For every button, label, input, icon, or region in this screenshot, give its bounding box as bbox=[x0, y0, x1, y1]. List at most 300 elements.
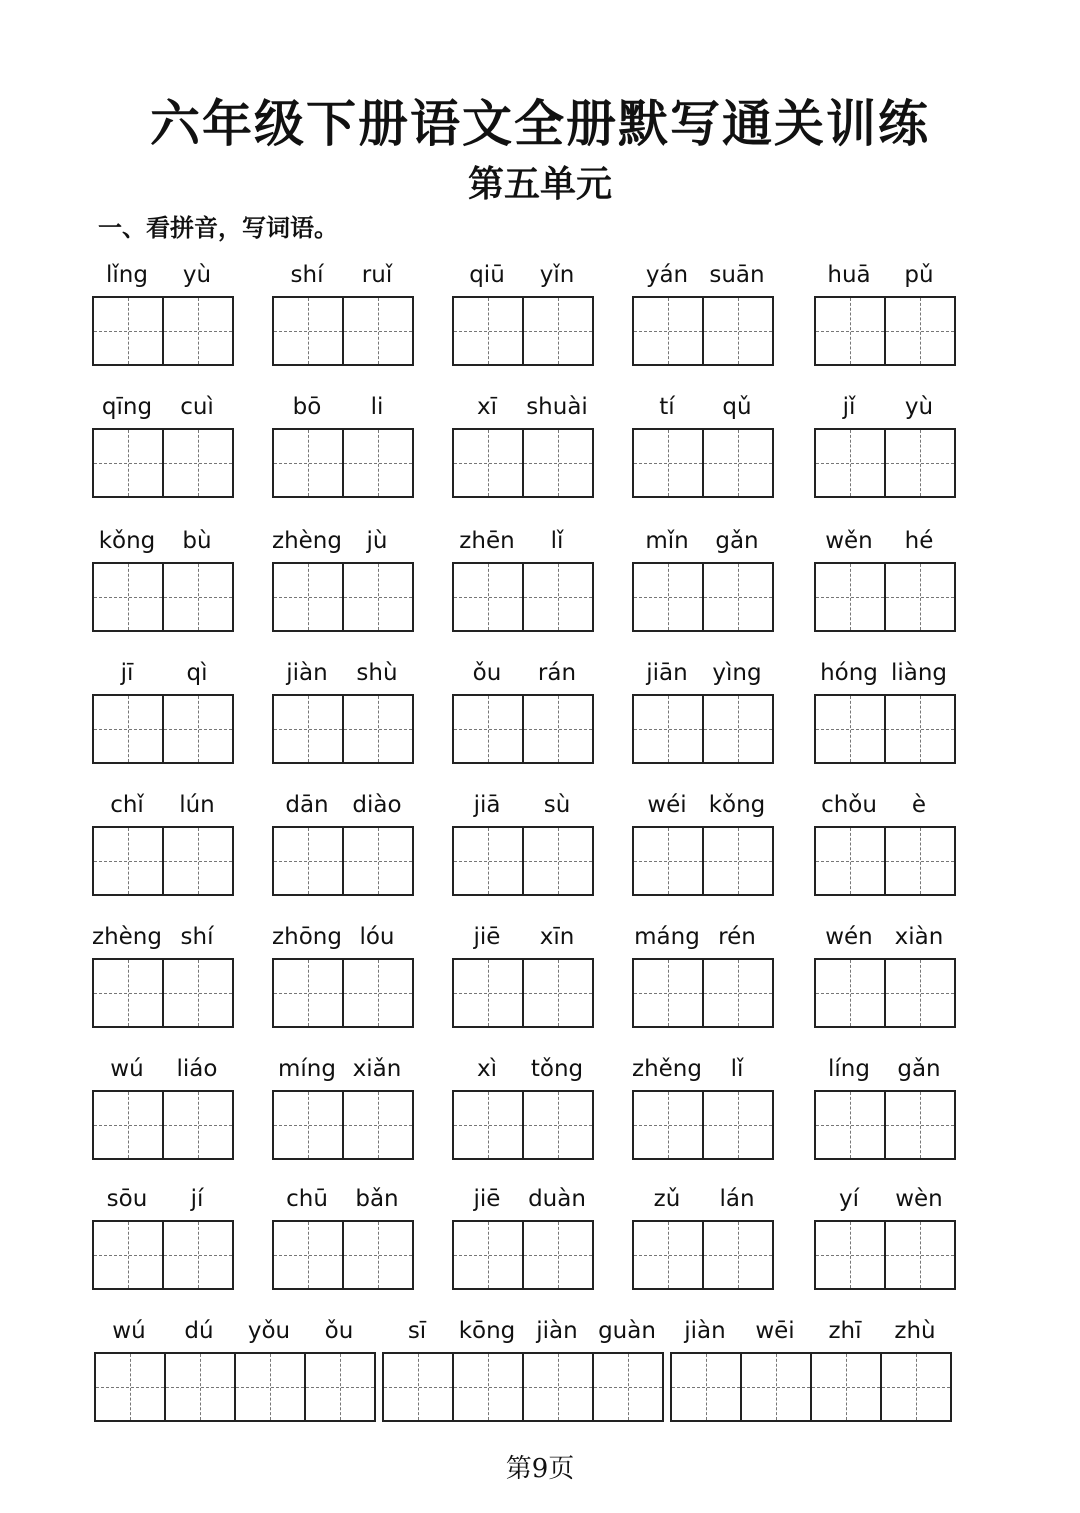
pinyin-syllable: rán bbox=[537, 660, 577, 686]
pinyin-row bbox=[632, 1052, 774, 1086]
writing-boxes bbox=[272, 562, 414, 632]
word-item bbox=[632, 656, 774, 764]
pinyin-row bbox=[272, 1052, 414, 1086]
pinyin-syllable: jī bbox=[120, 660, 134, 686]
pinyin-row bbox=[272, 1182, 414, 1216]
pinyin-syllable: diào bbox=[352, 792, 402, 818]
writing-boxes bbox=[92, 958, 234, 1028]
pinyin-syllable: zhōng bbox=[272, 924, 342, 950]
pinyin-syllable: tǒng bbox=[530, 1056, 584, 1082]
writing-boxes bbox=[452, 428, 594, 498]
tianzige-cell[interactable] bbox=[454, 1354, 524, 1420]
tianzige-cell[interactable] bbox=[816, 1222, 886, 1288]
pinyin-syllable: yù bbox=[182, 262, 212, 288]
writing-boxes bbox=[452, 1090, 594, 1160]
tianzige-cell[interactable] bbox=[816, 828, 886, 894]
tianzige-cell[interactable] bbox=[672, 1354, 742, 1420]
writing-boxes bbox=[272, 1220, 414, 1290]
pinyin-syllable: zhù bbox=[894, 1318, 936, 1344]
writing-boxes bbox=[814, 958, 956, 1028]
tianzige-cell[interactable] bbox=[812, 1354, 882, 1420]
word-item bbox=[814, 524, 956, 632]
pinyin-syllable: lǐ bbox=[730, 1056, 744, 1082]
tianzige-cell[interactable] bbox=[274, 430, 344, 496]
page-number: 第9页 bbox=[505, 1454, 575, 1484]
tianzige-cell[interactable] bbox=[274, 1222, 344, 1288]
tianzige-cell[interactable] bbox=[94, 960, 164, 1026]
tianzige-cell[interactable] bbox=[164, 828, 232, 894]
tianzige-cell[interactable] bbox=[274, 1092, 344, 1158]
word-item bbox=[632, 1182, 774, 1290]
pinyin-syllable: chǒu bbox=[821, 792, 877, 818]
tianzige-cell[interactable] bbox=[524, 1354, 594, 1420]
pinyin-row bbox=[632, 788, 774, 822]
tianzige-cell[interactable] bbox=[344, 1222, 412, 1288]
tianzige-cell[interactable] bbox=[454, 1222, 524, 1288]
tianzige-cell[interactable] bbox=[454, 696, 524, 762]
word-item bbox=[814, 656, 956, 764]
pinyin-syllable: sōu bbox=[106, 1186, 148, 1212]
pinyin-row bbox=[814, 524, 956, 558]
tianzige-cell[interactable] bbox=[454, 1092, 524, 1158]
pinyin-syllable: bō bbox=[292, 394, 322, 420]
writing-boxes bbox=[452, 826, 594, 896]
tianzige-cell[interactable] bbox=[816, 564, 886, 630]
pinyin-syllable: xiǎn bbox=[352, 1056, 402, 1082]
pinyin-row bbox=[814, 1182, 956, 1216]
pinyin-syllable: kǒng bbox=[708, 792, 766, 818]
tianzige-cell[interactable] bbox=[816, 298, 886, 364]
word-item bbox=[92, 390, 234, 498]
word-item bbox=[452, 390, 594, 498]
pinyin-syllable: bù bbox=[182, 528, 212, 554]
pinyin-row bbox=[452, 788, 594, 822]
pinyin-row bbox=[632, 524, 774, 558]
writing-boxes bbox=[632, 826, 774, 896]
pinyin-row bbox=[272, 524, 414, 558]
pinyin-syllable: qì bbox=[186, 660, 208, 686]
pinyin-syllable: xī bbox=[476, 394, 497, 420]
word-item bbox=[814, 1052, 956, 1160]
pinyin-row bbox=[92, 1052, 234, 1086]
tianzige-cell[interactable] bbox=[454, 430, 524, 496]
writing-boxes bbox=[92, 296, 234, 366]
tianzige-cell[interactable] bbox=[344, 828, 412, 894]
pinyin-syllable: ǒu bbox=[472, 660, 502, 686]
tianzige-cell[interactable] bbox=[524, 564, 592, 630]
pinyin-syllable: guàn bbox=[598, 1318, 656, 1344]
pinyin-row bbox=[92, 1182, 234, 1216]
tianzige-cell[interactable] bbox=[524, 1092, 592, 1158]
pinyin-syllable: lún bbox=[179, 792, 215, 818]
word-item bbox=[452, 1052, 594, 1160]
pinyin-syllable: líng bbox=[828, 1056, 870, 1082]
pinyin-row bbox=[632, 656, 774, 690]
writing-boxes bbox=[632, 428, 774, 498]
writing-boxes bbox=[814, 694, 956, 764]
pinyin-syllable: gǎn bbox=[715, 528, 759, 554]
writing-boxes bbox=[272, 694, 414, 764]
pinyin-syllable: jí bbox=[190, 1186, 204, 1212]
writing-boxes bbox=[632, 694, 774, 764]
pinyin-row bbox=[272, 258, 414, 292]
word-item bbox=[670, 1314, 952, 1422]
writing-boxes bbox=[632, 1220, 774, 1290]
tianzige-cell[interactable] bbox=[384, 1354, 454, 1420]
tianzige-cell[interactable] bbox=[524, 1222, 592, 1288]
pinyin-syllable: zhěng bbox=[632, 1056, 702, 1082]
tianzige-cell[interactable] bbox=[634, 696, 704, 762]
pinyin-syllable: lóu bbox=[359, 924, 395, 950]
tianzige-cell[interactable] bbox=[164, 430, 232, 496]
pinyin-syllable: qiū bbox=[469, 262, 505, 288]
word-item bbox=[272, 524, 414, 632]
word-item bbox=[632, 920, 774, 1028]
pinyin-syllable: liáo bbox=[176, 1056, 218, 1082]
tianzige-cell[interactable] bbox=[704, 1222, 772, 1288]
tianzige-cell[interactable] bbox=[704, 1092, 772, 1158]
pinyin-syllable: yù bbox=[904, 394, 934, 420]
pinyin-syllable: dān bbox=[285, 792, 329, 818]
pinyin-syllable: cuì bbox=[180, 394, 214, 420]
pinyin-row bbox=[632, 1182, 774, 1216]
tianzige-cell[interactable] bbox=[94, 828, 164, 894]
pinyin-syllable: chū bbox=[286, 1186, 328, 1212]
tianzige-cell[interactable] bbox=[94, 564, 164, 630]
writing-boxes bbox=[452, 296, 594, 366]
tianzige-cell[interactable] bbox=[454, 960, 524, 1026]
pinyin-row bbox=[92, 524, 234, 558]
tianzige-cell[interactable] bbox=[524, 430, 592, 496]
pinyin-row bbox=[92, 258, 234, 292]
tianzige-cell[interactable] bbox=[164, 1092, 232, 1158]
pinyin-syllable: hé bbox=[904, 528, 934, 554]
tianzige-cell[interactable] bbox=[524, 828, 592, 894]
tianzige-cell[interactable] bbox=[344, 564, 412, 630]
word-item bbox=[272, 390, 414, 498]
writing-boxes bbox=[814, 1220, 956, 1290]
word-item bbox=[92, 524, 234, 632]
writing-boxes bbox=[92, 1090, 234, 1160]
word-item bbox=[272, 920, 414, 1028]
pinyin-row bbox=[814, 390, 956, 424]
tianzige-cell[interactable] bbox=[634, 430, 704, 496]
writing-boxes bbox=[272, 296, 414, 366]
tianzige-cell[interactable] bbox=[454, 298, 524, 364]
pinyin-row bbox=[452, 524, 594, 558]
pinyin-syllable: lǐ bbox=[550, 528, 564, 554]
word-item bbox=[814, 788, 956, 896]
pinyin-syllable: jǐ bbox=[842, 394, 856, 420]
writing-boxes bbox=[272, 826, 414, 896]
tianzige-cell[interactable] bbox=[344, 430, 412, 496]
pinyin-syllable: sī bbox=[407, 1318, 427, 1344]
tianzige-cell[interactable] bbox=[886, 298, 954, 364]
tianzige-cell[interactable] bbox=[524, 960, 592, 1026]
writing-boxes bbox=[92, 1220, 234, 1290]
tianzige-cell[interactable] bbox=[886, 960, 954, 1026]
tianzige-cell[interactable] bbox=[634, 1222, 704, 1288]
tianzige-cell[interactable] bbox=[94, 1092, 164, 1158]
tianzige-cell[interactable] bbox=[886, 564, 954, 630]
pinyin-syllable: xiàn bbox=[894, 924, 944, 950]
tianzige-cell[interactable] bbox=[274, 564, 344, 630]
pinyin-syllable: chǐ bbox=[110, 792, 144, 818]
word-item bbox=[814, 920, 956, 1028]
writing-boxes bbox=[632, 296, 774, 366]
tianzige-cell[interactable] bbox=[816, 960, 886, 1026]
tianzige-cell[interactable] bbox=[704, 564, 772, 630]
pinyin-syllable: kǒng bbox=[98, 528, 156, 554]
writing-boxes bbox=[272, 958, 414, 1028]
word-item bbox=[452, 524, 594, 632]
pinyin-row bbox=[92, 656, 234, 690]
tianzige-cell[interactable] bbox=[634, 960, 704, 1026]
tianzige-cell[interactable] bbox=[274, 828, 344, 894]
tianzige-cell[interactable] bbox=[704, 298, 772, 364]
word-item bbox=[272, 1052, 414, 1160]
word-item bbox=[814, 1182, 956, 1290]
pinyin-syllable: dú bbox=[184, 1318, 214, 1344]
pinyin-syllable: wú bbox=[112, 1318, 146, 1344]
pinyin-syllable: yǐn bbox=[539, 262, 575, 288]
pinyin-syllable: pǔ bbox=[904, 262, 934, 288]
word-item bbox=[94, 1314, 376, 1422]
word-item bbox=[452, 656, 594, 764]
tianzige-cell[interactable] bbox=[634, 298, 704, 364]
tianzige-cell[interactable] bbox=[886, 1222, 954, 1288]
pinyin-syllable: qīng bbox=[101, 394, 153, 420]
tianzige-cell[interactable] bbox=[94, 430, 164, 496]
tianzige-cell[interactable] bbox=[94, 298, 164, 364]
writing-boxes bbox=[814, 826, 956, 896]
pinyin-row bbox=[272, 390, 414, 424]
word-item bbox=[814, 258, 956, 366]
word-item bbox=[272, 1182, 414, 1290]
tianzige-cell[interactable] bbox=[344, 1092, 412, 1158]
tianzige-cell[interactable] bbox=[594, 1354, 662, 1420]
pinyin-syllable: wéi bbox=[647, 792, 687, 818]
pinyin-row bbox=[382, 1314, 664, 1348]
pinyin-row bbox=[814, 920, 956, 954]
tianzige-cell[interactable] bbox=[704, 960, 772, 1026]
tianzige-cell[interactable] bbox=[274, 960, 344, 1026]
pinyin-syllable: máng bbox=[634, 924, 700, 950]
tianzige-cell[interactable] bbox=[524, 298, 592, 364]
pinyin-syllable: zǔ bbox=[653, 1186, 681, 1212]
pinyin-syllable: shù bbox=[356, 660, 398, 686]
tianzige-cell[interactable] bbox=[94, 696, 164, 762]
tianzige-cell[interactable] bbox=[94, 1222, 164, 1288]
word-item bbox=[452, 258, 594, 366]
tianzige-cell[interactable] bbox=[634, 828, 704, 894]
pinyin-syllable: zhēn bbox=[459, 528, 515, 554]
word-item bbox=[632, 258, 774, 366]
pinyin-syllable: jiàn bbox=[684, 1318, 726, 1344]
writing-boxes bbox=[632, 562, 774, 632]
pinyin-syllable: jiā bbox=[473, 792, 501, 818]
word-item bbox=[272, 656, 414, 764]
pinyin-syllable: jiàn bbox=[536, 1318, 578, 1344]
pinyin-syllable: jiē bbox=[473, 924, 501, 950]
pinyin-syllable: ruǐ bbox=[361, 262, 393, 288]
writing-boxes bbox=[670, 1352, 952, 1422]
instruction: 一、看拼音，写词语。 bbox=[98, 214, 338, 242]
word-item bbox=[632, 1052, 774, 1160]
writing-boxes bbox=[452, 1220, 594, 1290]
writing-boxes bbox=[632, 1090, 774, 1160]
tianzige-cell[interactable] bbox=[886, 696, 954, 762]
writing-boxes bbox=[452, 694, 594, 764]
tianzige-cell[interactable] bbox=[524, 696, 592, 762]
pinyin-syllable: míng bbox=[278, 1056, 336, 1082]
tianzige-cell[interactable] bbox=[816, 430, 886, 496]
pinyin-syllable: xīn bbox=[539, 924, 575, 950]
pinyin-syllable: yí bbox=[838, 1186, 859, 1212]
pinyin-syllable: xì bbox=[476, 1056, 497, 1082]
writing-boxes bbox=[272, 428, 414, 498]
tianzige-cell[interactable] bbox=[164, 1222, 232, 1288]
tianzige-cell[interactable] bbox=[344, 298, 412, 364]
tianzige-cell[interactable] bbox=[306, 1354, 374, 1420]
writing-boxes bbox=[452, 562, 594, 632]
tianzige-cell[interactable] bbox=[236, 1354, 306, 1420]
pinyin-syllable: duàn bbox=[528, 1186, 586, 1212]
tianzige-cell[interactable] bbox=[886, 828, 954, 894]
pinyin-row bbox=[632, 258, 774, 292]
tianzige-cell[interactable] bbox=[886, 430, 954, 496]
pinyin-syllable: wěn bbox=[825, 528, 873, 554]
pinyin-syllable: suān bbox=[709, 262, 765, 288]
tianzige-cell[interactable] bbox=[344, 960, 412, 1026]
writing-boxes bbox=[814, 562, 956, 632]
pinyin-syllable: jiān bbox=[646, 660, 688, 686]
pinyin-row bbox=[272, 656, 414, 690]
word-item bbox=[632, 524, 774, 632]
writing-boxes bbox=[272, 1090, 414, 1160]
pinyin-row bbox=[670, 1314, 952, 1348]
pinyin-syllable: gǎn bbox=[897, 1056, 941, 1082]
writing-boxes bbox=[94, 1352, 376, 1422]
writing-boxes bbox=[92, 694, 234, 764]
pinyin-row bbox=[632, 390, 774, 424]
pinyin-row bbox=[452, 390, 594, 424]
tianzige-cell[interactable] bbox=[344, 696, 412, 762]
writing-boxes bbox=[382, 1352, 664, 1422]
pinyin-syllable: qǔ bbox=[722, 394, 752, 420]
tianzige-cell[interactable] bbox=[704, 430, 772, 496]
word-item bbox=[92, 1182, 234, 1290]
word-item bbox=[382, 1314, 664, 1422]
pinyin-row bbox=[452, 258, 594, 292]
pinyin-row bbox=[814, 1052, 956, 1086]
pinyin-syllable: ǒu bbox=[324, 1318, 354, 1344]
tianzige-cell[interactable] bbox=[454, 828, 524, 894]
tianzige-cell[interactable] bbox=[634, 564, 704, 630]
pinyin-syllable: è bbox=[911, 792, 927, 818]
word-item bbox=[814, 390, 956, 498]
tianzige-cell[interactable] bbox=[816, 696, 886, 762]
pinyin-row bbox=[814, 656, 956, 690]
tianzige-cell[interactable] bbox=[742, 1354, 812, 1420]
pinyin-syllable: jiàn bbox=[286, 660, 328, 686]
writing-boxes bbox=[452, 958, 594, 1028]
pinyin-syllable: shí bbox=[290, 262, 324, 288]
tianzige-cell[interactable] bbox=[274, 298, 344, 364]
pinyin-syllable: shí bbox=[180, 924, 214, 950]
pinyin-syllable: mǐn bbox=[645, 528, 689, 554]
tianzige-cell[interactable] bbox=[704, 828, 772, 894]
tianzige-cell[interactable] bbox=[164, 696, 232, 762]
page-title: 六年级下册语文全册默写通关训练 bbox=[150, 94, 930, 153]
pinyin-syllable: zhī bbox=[828, 1318, 862, 1344]
writing-boxes bbox=[814, 296, 956, 366]
pinyin-syllable: bǎn bbox=[355, 1186, 399, 1212]
writing-boxes bbox=[632, 958, 774, 1028]
word-item bbox=[92, 788, 234, 896]
pinyin-row bbox=[814, 788, 956, 822]
pinyin-row bbox=[272, 788, 414, 822]
tianzige-cell[interactable] bbox=[164, 960, 232, 1026]
pinyin-syllable: wēi bbox=[755, 1318, 795, 1344]
pinyin-row bbox=[452, 1182, 594, 1216]
word-item bbox=[92, 656, 234, 764]
tianzige-cell[interactable] bbox=[704, 696, 772, 762]
unit-title: 第五单元 bbox=[467, 163, 612, 205]
writing-boxes bbox=[92, 428, 234, 498]
tianzige-cell[interactable] bbox=[454, 564, 524, 630]
tianzige-cell[interactable] bbox=[634, 1092, 704, 1158]
pinyin-syllable: huā bbox=[827, 262, 871, 288]
word-item bbox=[452, 788, 594, 896]
word-item bbox=[452, 920, 594, 1028]
word-item bbox=[632, 390, 774, 498]
tianzige-cell[interactable] bbox=[164, 298, 232, 364]
pinyin-syllable: hóng bbox=[820, 660, 878, 686]
tianzige-cell[interactable] bbox=[886, 1092, 954, 1158]
writing-boxes bbox=[814, 428, 956, 498]
pinyin-syllable: wèn bbox=[895, 1186, 943, 1212]
pinyin-syllable: tí bbox=[659, 394, 675, 420]
pinyin-row bbox=[452, 656, 594, 690]
tianzige-cell[interactable] bbox=[164, 564, 232, 630]
pinyin-row bbox=[272, 920, 414, 954]
pinyin-syllable: yìng bbox=[712, 660, 762, 686]
pinyin-row bbox=[452, 920, 594, 954]
pinyin-syllable: sù bbox=[543, 792, 571, 818]
pinyin-syllable: rén bbox=[718, 924, 756, 950]
writing-boxes bbox=[92, 562, 234, 632]
pinyin-syllable: li bbox=[370, 394, 384, 420]
word-item bbox=[632, 788, 774, 896]
pinyin-syllable: yán bbox=[645, 262, 689, 288]
word-item bbox=[272, 258, 414, 366]
pinyin-row bbox=[632, 920, 774, 954]
tianzige-cell[interactable] bbox=[96, 1354, 166, 1420]
pinyin-syllable: shuài bbox=[526, 394, 588, 420]
pinyin-syllable: kōng bbox=[458, 1318, 516, 1344]
tianzige-cell[interactable] bbox=[166, 1354, 236, 1420]
writing-boxes bbox=[814, 1090, 956, 1160]
pinyin-syllable: jù bbox=[366, 528, 388, 554]
pinyin-syllable: zhèng bbox=[272, 528, 342, 554]
tianzige-cell[interactable] bbox=[882, 1354, 950, 1420]
tianzige-cell[interactable] bbox=[274, 696, 344, 762]
pinyin-syllable: wén bbox=[825, 924, 873, 950]
tianzige-cell[interactable] bbox=[816, 1092, 886, 1158]
pinyin-syllable: wú bbox=[110, 1056, 144, 1082]
pinyin-syllable: lǐng bbox=[106, 262, 148, 288]
